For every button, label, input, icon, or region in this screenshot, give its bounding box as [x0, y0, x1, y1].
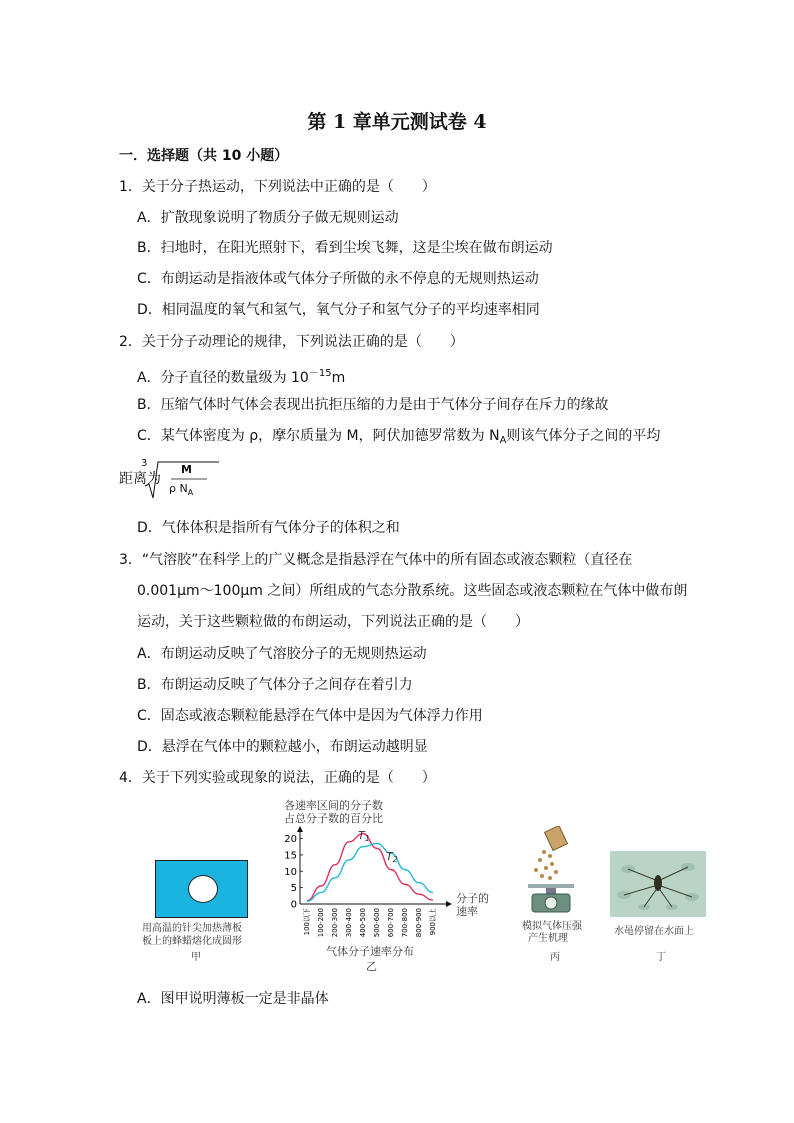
- q3-option-d: D．悬浮在气体中的颗粒越小，布朗运动越明显: [137, 739, 428, 755]
- chart-ylabel-1: 各速率区间的分子数: [284, 799, 383, 812]
- x-axis-arrow-icon: [446, 901, 452, 907]
- figure-bing-caption-2: 产生机理: [528, 933, 568, 944]
- root-index: 3: [141, 458, 148, 469]
- y-tick-label-1: 5: [290, 883, 297, 895]
- figure-ding-water-strider: [610, 851, 706, 917]
- y-tick-label-4: 20: [284, 834, 297, 846]
- figure-ding-label: 丁: [656, 952, 666, 963]
- x-tick-label-3: 300-400: [345, 908, 353, 938]
- q2-option-d: D．气体体积是指所有气体分子的体积之和: [137, 520, 400, 536]
- q2-c-text: C．某气体密度为 ρ，摩尔质量为 M，阿伏加德罗常数为 N: [137, 428, 500, 444]
- x-tick-label-8: 800-900: [415, 908, 423, 938]
- q2-option-c: [137, 427, 660, 450]
- q2-a-unit: m: [331, 370, 346, 386]
- x-tick-label-9: 900以上: [429, 908, 437, 936]
- q2-a-text: A．分子直径的数量级为 10: [137, 370, 309, 386]
- strider-body-icon: [654, 875, 662, 891]
- series-label-t1: [358, 830, 370, 845]
- root-den-text: ρ N: [169, 482, 188, 495]
- x-tick-label-0: 100以下: [303, 908, 311, 936]
- y-tick-label-0: 0: [290, 899, 297, 911]
- root-den-sub: A: [187, 488, 194, 497]
- melted-wax-circle: [188, 875, 218, 903]
- q3-line-2: 0.001μm～100μm 之间）所组成的气态分散系统。这些固态或液态颗粒在气体中做布朗: [137, 583, 688, 599]
- figure-jia-plate: [155, 860, 248, 918]
- series-t2-sub: 2: [392, 855, 398, 864]
- chart-xlabel-1: 分子的: [456, 892, 489, 905]
- q4-option-a: A．图甲说明薄板一定是非晶体: [137, 991, 329, 1007]
- velocity-distribution-chart: [278, 826, 478, 958]
- section-heading: 一．选择题（共 10 小题）: [119, 148, 289, 164]
- chart-xlabel-2: 速率: [456, 905, 478, 918]
- figure-jia-caption-2: 板上的蜂蜡熔化成圆形: [142, 936, 242, 947]
- scale-stem-icon: [546, 888, 556, 894]
- scale-pan-icon: [528, 884, 574, 888]
- q3-option-b: B．布朗运动反映了气体分子之间存在着引力: [137, 677, 413, 693]
- q1-stem: 1．关于分子热运动，下列说法中正确的是（ ）: [119, 179, 436, 195]
- q1-option-d: D．相同温度的氧气和氢气，氧气分子和氢气分子的平均速率相同: [137, 302, 540, 318]
- q1-option-c: C．布朗运动是指液体或气体分子所做的永不停息的无规则热运动: [137, 271, 539, 287]
- chart-x-ticks: [302, 908, 437, 937]
- x-tick-label-2: 200-300: [331, 908, 339, 938]
- page-title: 第 1 章单元测试卷 4: [307, 111, 487, 133]
- q3-option-c: C．固态或液态颗粒能悬浮在气体中是因为气体浮力作用: [137, 708, 483, 724]
- q2-option-b: B．压缩气体时气体会表现出抗拒压缩的力是由于气体分子间存在斥力的缘故: [137, 397, 609, 413]
- y-axis-arrow-icon: [297, 826, 303, 832]
- figure-yi-label: 乙: [366, 960, 377, 973]
- series-t2-text: T: [386, 850, 393, 863]
- figure-jia-caption-1: 用高温的针尖加热薄板: [142, 923, 242, 934]
- y-tick-label-3: 15: [284, 850, 297, 862]
- series-t1-text: T: [358, 829, 365, 842]
- q3-option-a: A．布朗运动反映了气溶胶分子的无规则热运动: [137, 646, 427, 662]
- y-tick-label-2: 10: [284, 866, 297, 878]
- figure-jia-label: 甲: [191, 952, 201, 963]
- q2-option-c-cont: 距离为: [119, 471, 161, 487]
- cube-root-formula: [141, 458, 221, 504]
- x-tick-label-1: 100-200: [317, 908, 325, 938]
- q3-line-3: 运动，关于这些颗粒做的布朗运动，下列说法正确的是（ ）: [137, 614, 529, 630]
- q2-stem: 2．关于分子动理论的规律，下列说法正确的是（ ）: [119, 334, 464, 350]
- scale-dial-icon: [545, 897, 557, 909]
- q4-stem: 4．关于下列实验或现象的说法，正确的是（ ）: [119, 770, 436, 786]
- chart-series: [307, 834, 433, 902]
- x-tick-label-6: 600-700: [387, 908, 395, 938]
- figure-bing-caption-1: 模拟气体压强: [522, 921, 582, 932]
- q2-c-post: 则该气体分子之间的平均: [506, 428, 661, 444]
- x-tick-label-7: 700-800: [401, 908, 409, 938]
- x-tick-label-4: 400-500: [359, 908, 367, 938]
- q2-c-sub: A: [499, 435, 507, 446]
- falling-beans-icon: [534, 850, 558, 880]
- figure-bing-label: 丙: [550, 952, 560, 963]
- chart-ylabel-2: 占总分子数的百分比: [284, 812, 383, 825]
- q3-line-1: 3．“气溶胶”在科学上的广义概念是指悬浮在气体中的所有固态或液态颗粒（直径在: [119, 552, 633, 568]
- root-denominator: [169, 482, 193, 497]
- figure-bing-illustration: [522, 826, 584, 914]
- series-line-t1: [307, 834, 433, 901]
- x-tick-label-5: 500-600: [373, 908, 381, 938]
- q1-option-a: A．扩散现象说明了物质分子做无规则运动: [137, 210, 399, 226]
- figure-ding-caption: 水黾停留在水面上: [614, 926, 694, 937]
- q2-a-exponent: －15: [308, 368, 332, 379]
- chart-caption: 气体分子速率分布: [326, 945, 414, 958]
- pouring-cup-icon: [545, 826, 568, 850]
- series-t1-sub: 1: [364, 834, 370, 843]
- q2-option-a: [137, 365, 345, 387]
- series-label-t2: [386, 851, 398, 866]
- q1-option-b: B．扫地时，在阳光照射下，看到尘埃飞舞，这是尘埃在做布朗运动: [137, 240, 553, 256]
- root-numerator: M: [181, 463, 192, 476]
